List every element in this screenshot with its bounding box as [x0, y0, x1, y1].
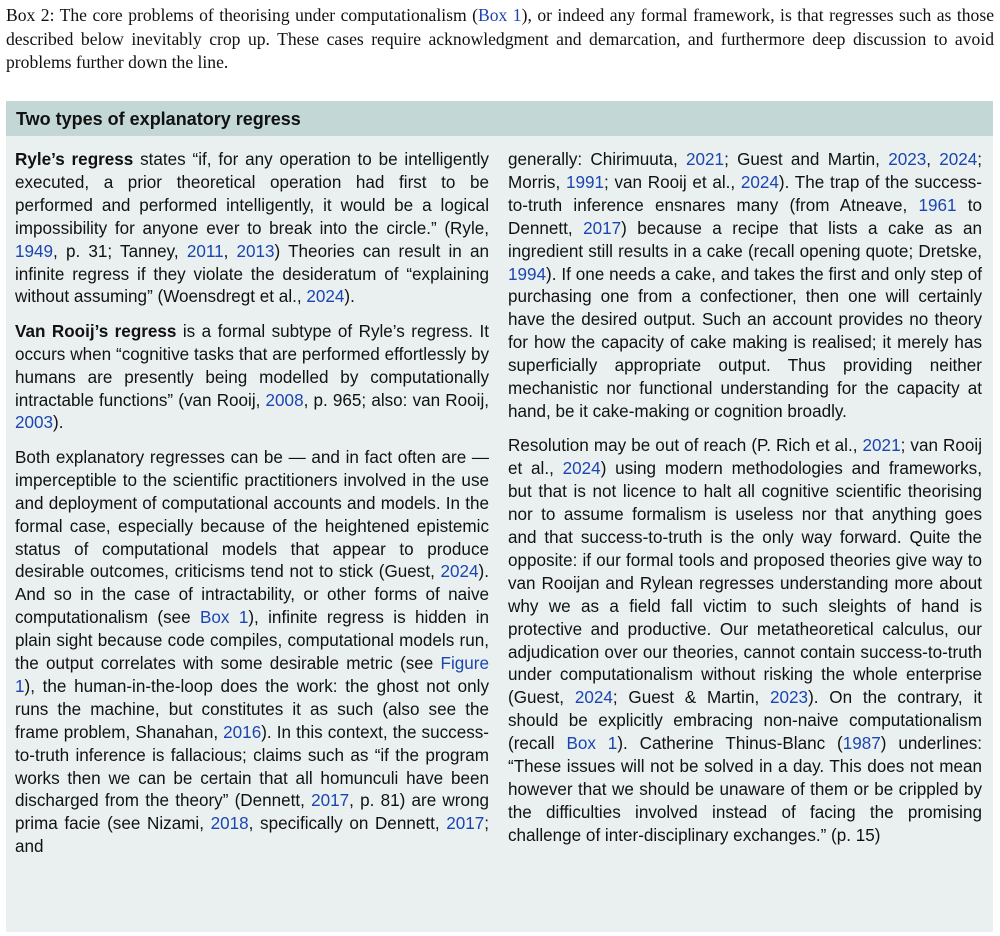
- van-rooijs-regress-term: Van Rooij’s regress: [15, 321, 177, 341]
- paragraph-text: states “if, for any operation to be intelligently executed, a prior theoretical operation had first to be performed and performed intelligently, it would be a logical impossibility for anyone ever to break into the circle.” (Ryle,: [15, 150, 489, 238]
- paragraph-text: ; and: [15, 814, 489, 857]
- paragraph-text: generally: Chirimuuta,: [508, 150, 687, 169]
- paragraph-text: ), the human-in-the-loop does the work: the ghost not only runs the machine, but constitutes it as such (also see the frame problem, Shanahan,: [15, 676, 489, 742]
- explanatory-regress-box: [6, 101, 993, 932]
- paragraph-text: ) using modern methodologies and frameworks, but that is not licence to halt all cognitive scientific theorising nor to assume formalism is useless nor that anything goes and that success-to-truth is the only way forward. Quite the opposite: if our formal tools and proposed theories give way to van Rooijan and Rylean regresses understanding more about why we as a field fall victim to such sleights of hand is protective and productive. Our metatheoretical calculus, our adjudication over our theories, cannot contain success-to-truth under computationalism without risking the whole enterprise (Guest,: [508, 459, 982, 708]
- both-regresses-paragraph: [15, 447, 489, 859]
- paragraph-text: ; van Rooij et al.,: [508, 436, 982, 479]
- paragraph-text: , specifically on Dennett,: [248, 814, 447, 834]
- paragraph-text: ; van Rooij et al.,: [603, 172, 741, 192]
- paragraph-text: to Dennett,: [508, 195, 982, 238]
- paragraph-text: ). If one needs a cake, and takes the first and only step of purchasing one from a confectioner, then one will certainly have the desired output. Such an account provides no theory for how the capacity of cake making is realised; it merely has superficially appropriate output. Thus providing neither mechanistic nor functional understanding for the capacity at hand, be it cake-making or cognition broadly.: [508, 264, 982, 421]
- paragraph-text: is a formal subtype of Ryle’s regress. It occurs when “cognitive tasks that are performed effortlessly by humans are presently being modelled by computationally intractable functions” (van Rooij,: [15, 321, 489, 410]
- paragraph-text: ) underlines: “These issues will not be solved in a day. This does not mean however that we should be unaware of them or be crippled by the difficulties involved instead of facing the promising challenge of inter-disciplinary exchanges.” (p. 15): [508, 734, 983, 845]
- paragraph-text: , p. 81) are wrong prima facie (see Nizami,: [15, 791, 489, 834]
- box1-link[interactable]: Box 1: [200, 608, 249, 628]
- citation-link[interactable]: 2024: [562, 459, 601, 479]
- citation-link[interactable]: 2024: [740, 172, 779, 192]
- paragraph-text: Resolution may be out of reach (P. Rich et al.,: [508, 436, 863, 456]
- cake-paragraph: [508, 149, 982, 424]
- citation-link[interactable]: 2016: [223, 722, 262, 742]
- caption-text-cont: ), or indeed any formal framework, is that regresses such as those described below inevitably crop up. These cases require acknowledgment and demarcation, and furthermore deep discussion to avoid problems further down the line.: [6, 5, 995, 72]
- citation-link[interactable]: 2011: [186, 241, 224, 261]
- paragraph-text: ). The trap of the success-to-truth inference ensnares many (from Atneave,: [508, 172, 982, 215]
- paragraph-text: ,: [926, 150, 940, 169]
- left-column: [15, 149, 489, 871]
- right-column: [508, 149, 982, 859]
- box-header: [6, 102, 993, 136]
- citation-link[interactable]: 1949: [15, 241, 54, 261]
- paragraph-text: Both explanatory regresses can be — and in fact often are — imperceptible to the scientific practitioners involved in the use and deployment of computational accounts and models. In the formal case, especially because of the heightened epistemic status of computational models that appear to produce desirable outcomes, criticisms tend not to stick (Guest,: [15, 447, 489, 582]
- citation-link[interactable]: 2024: [440, 562, 479, 582]
- citation-link[interactable]: 1987: [842, 734, 881, 754]
- paragraph-text: ) Theories can result in an infinite regress if they violate the desideratum of “explaining without assuming” (Woensdregt et al.,: [15, 241, 490, 307]
- citation-link[interactable]: 1991: [565, 172, 604, 192]
- van-rooijs-regress-paragraph: [15, 321, 489, 436]
- paragraph-text: ; Guest and Martin,: [724, 150, 889, 169]
- citation-link[interactable]: 2013: [236, 241, 275, 261]
- citation-link[interactable]: 2021: [862, 436, 901, 456]
- resolution-paragraph: [508, 435, 982, 847]
- citation-link[interactable]: 2021: [686, 150, 725, 169]
- citation-link[interactable]: 2003: [15, 413, 54, 433]
- paragraph-text: ). In this context, the success-to-truth inference is fallacious; claims such as “if the program works then we can be certain that all homunculi have been discharged from the theory” (Dennett,: [15, 722, 490, 811]
- paragraph-text: ). And so in the case of intractability, or other forms of naive computationalism (see: [15, 562, 489, 628]
- citation-link[interactable]: 2023: [770, 688, 809, 708]
- caption-box1-link[interactable]: Box 1: [478, 5, 522, 25]
- citation-link[interactable]: 1961: [918, 195, 957, 215]
- paragraph-text: ).: [344, 287, 355, 307]
- paragraph-text: ).: [53, 413, 64, 433]
- paragraph-text: ), infinite regress is hidden in plain sight because code compiles, computational models run, the output correlates with some desirable metric (see: [15, 608, 489, 674]
- paragraph-text: , p. 965; also: van Rooij,: [303, 390, 489, 410]
- caption-box-label: Box 2:: [6, 5, 55, 25]
- citation-link[interactable]: 2008: [265, 390, 304, 410]
- citation-link[interactable]: 1994: [508, 264, 547, 284]
- citation-link[interactable]: 2017: [446, 814, 485, 834]
- paragraph-text: ; Guest & Martin,: [612, 688, 771, 708]
- ryles-regress-term: Ryle’s regress: [15, 150, 134, 169]
- box1-link[interactable]: Box 1: [566, 734, 618, 754]
- paragraph-text: , p. 31; Tanney,: [53, 241, 187, 261]
- citation-link[interactable]: 2018: [210, 814, 249, 834]
- citation-link[interactable]: 2024: [574, 688, 613, 708]
- citation-link[interactable]: 2024: [306, 287, 345, 307]
- box-caption: [6, 4, 994, 75]
- citation-link[interactable]: 2017: [311, 791, 350, 811]
- paragraph-text: ). On the contrary, it should be explicitly embracing non-naive computationalism (recall: [508, 688, 983, 754]
- paragraph-text: ). Catherine Thinus-Blanc (: [617, 734, 843, 754]
- citation-link[interactable]: 2024: [939, 150, 978, 169]
- box-title: Two types of explanatory regress: [16, 109, 301, 129]
- figure1-link[interactable]: Figure 1: [15, 654, 489, 696]
- paragraph-text: ; Morris,: [508, 150, 983, 192]
- caption-text: The core problems of theorising under computationalism (: [59, 5, 478, 25]
- paragraph-text: ) because a recipe that lists a cake as an ingredient still results in a cake (recall opening quote; Dretske,: [508, 218, 982, 261]
- paragraph-text: ,: [223, 241, 237, 261]
- citation-link[interactable]: 2017: [583, 218, 622, 238]
- citation-link[interactable]: 2023: [888, 150, 927, 169]
- ryles-regress-paragraph: [15, 149, 489, 309]
